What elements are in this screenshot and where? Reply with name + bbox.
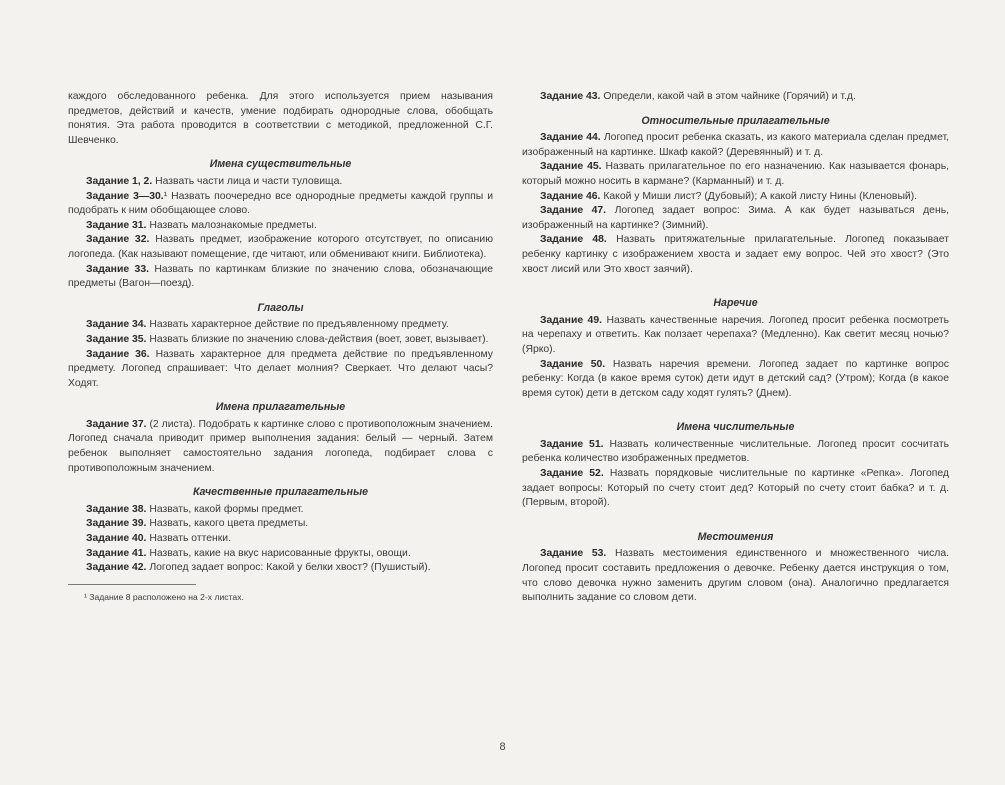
task-label: Задание 47. bbox=[540, 205, 607, 217]
heading-qualitative-adjectives: Качественные прилагательные bbox=[192, 486, 369, 499]
heading-adjectives: Имена прилагательные bbox=[215, 401, 346, 414]
footnote-divider bbox=[68, 584, 196, 585]
task-paragraph bbox=[522, 438, 949, 467]
task-label: Задание 1, 2. bbox=[86, 175, 153, 187]
tasks-numerals bbox=[522, 438, 949, 511]
task-text: Какой у Миши лист? (Дубовый); А какой листу Нины (Кленовый). bbox=[600, 190, 918, 202]
task-text: Назвать качественные наречия. Логопед просит ребенка посмотреть на черепаху и ответить. Как ползает черепаха? (Медленно). Как светит месяц ночью? (Ярко). bbox=[522, 314, 949, 355]
task-label: Задание 33. bbox=[86, 263, 149, 275]
task-label: Задание 38. bbox=[86, 503, 147, 515]
task-text: Логопед просит ребенка сказать, из какого материала сделан предмет, изображенный на картинке. Шкаф какой? (Деревянный) и т. д. bbox=[522, 132, 950, 158]
tasks-adjectives bbox=[68, 418, 493, 476]
task-paragraph bbox=[68, 190, 493, 219]
task-text: Назвать, какого цвета предметы. bbox=[146, 518, 309, 530]
right-column bbox=[522, 90, 949, 606]
task-label: Задание 3—30. bbox=[86, 190, 164, 202]
task-paragraph bbox=[522, 547, 949, 605]
task-paragraph bbox=[522, 204, 949, 233]
task-label: Задание 52. bbox=[540, 468, 604, 480]
task-paragraph bbox=[68, 547, 493, 562]
heading-numerals: Имена числительные bbox=[676, 421, 795, 434]
task-label: Задание 50. bbox=[540, 358, 606, 370]
task-text: Назвать наречия времени. Логопед задает по картинке вопрос ребенку: Когда (в какое время суток) дети идут в детский сад? (Утром); Когда (в какое время суток) дети в детском саду ходят гулять? (Днем). bbox=[522, 358, 949, 399]
task-label: Задание 44. bbox=[540, 132, 601, 144]
task-text: Назвать количественные числительные. Логопед просит сосчитать ребенка количество изображенных предметов. bbox=[522, 438, 950, 465]
task-label: Задание 40. bbox=[86, 533, 147, 545]
task-text: Назвать, какой формы предмет. bbox=[146, 503, 304, 515]
heading-adverbs: Наречие bbox=[713, 297, 758, 310]
task-text: Логопед задает вопрос: Зима. А как будет называться день, изображенный на картинке? (Зимний). bbox=[522, 205, 949, 231]
task-text: Назвать оттенки. bbox=[146, 533, 231, 545]
spacer bbox=[522, 277, 949, 287]
task-text: Назвать прилагательное по его назначению. Как называется фонарь, который можно носить в кармане? (Карманный) и т. д. bbox=[522, 161, 949, 187]
task-label: Задание 43. bbox=[540, 91, 601, 102]
task-paragraph bbox=[522, 160, 949, 189]
task-label: Задание 45. bbox=[540, 161, 602, 173]
task-text: Назвать части лица и части туловища. bbox=[152, 175, 343, 187]
task-text: Назвать характерное для предмета действие по предъявленному предмету. Логопед спрашивает: Что делает молния? Сверкает. Что делают часы? Ходят. bbox=[68, 348, 493, 389]
task-paragraph bbox=[68, 263, 493, 292]
task-paragraph bbox=[522, 358, 949, 402]
spacer bbox=[522, 511, 949, 521]
task-label: Задание 32. bbox=[86, 234, 150, 246]
task-label: Задание 34. bbox=[86, 319, 147, 331]
task-paragraph bbox=[522, 90, 949, 105]
task-paragraph bbox=[68, 503, 493, 518]
task-text: (2 листа). Подобрать к картинке слово с противоположным значением. Логопед сначала приводит пример выполнения задания: белый — черный. Затем ребенок выполняет самостоятельно задания логопеда, подбирает слова с противоположным значением. bbox=[68, 418, 494, 474]
task-text: Назвать близкие по значению слова-действия (воет, зовет, вызывает). bbox=[146, 333, 489, 345]
task-label: Задание 48. bbox=[540, 234, 607, 246]
task-text: Назвать характерное действие по предъявленному предмету. bbox=[146, 319, 449, 331]
task-text: Определи, какой чай в этом чайнике (Горячий) и т.д. bbox=[600, 91, 856, 102]
task-label: Задание 46. bbox=[540, 190, 601, 202]
task-text: Назвать предмет, изображение которого отсутствует, по описанию логопеда. (Как называют помещение, где читают, или обменивают книги. Библиотека). bbox=[68, 234, 493, 260]
tasks-pronouns bbox=[522, 547, 949, 605]
task-text: Назвать притяжательные прилагательные. Логопед показывает ребенку картинку с изображением хвоста и задает ему вопрос. Чей это хвост? (Это хвост лисий или Это хвост заячий). bbox=[522, 234, 949, 275]
task-paragraph bbox=[68, 532, 493, 547]
task-paragraph bbox=[522, 190, 949, 205]
left-column bbox=[68, 90, 493, 603]
heading-verbs: Глаголы bbox=[257, 301, 304, 314]
task-label: Задание 49. bbox=[540, 314, 603, 326]
task-label: Задание 41. bbox=[86, 547, 147, 559]
task-text: Назвать местоимения единственного и множественного числа. Логопед просит составить предложения о девочке. Ребенку дается инструкция о том, что слово девочка нужно заменить другим словом (она). Аналогично предлагается выполнить задание со словом дети. bbox=[522, 548, 949, 604]
task-label: Задание 39. bbox=[86, 518, 147, 530]
task-label: Задание 53. bbox=[540, 548, 607, 560]
task-text: Назвать, какие на вкус нарисованные фрукты, овощи. bbox=[146, 547, 411, 559]
task-label: Задание 35. bbox=[86, 333, 147, 345]
task-text: ¹ Назвать поочередно все однородные предметы каждой группы и подобрать к ним обобщающее слово. bbox=[68, 190, 493, 217]
task-label: Задание 31. bbox=[86, 219, 147, 231]
task-label: Задание 36. bbox=[86, 348, 150, 360]
task-paragraph bbox=[522, 314, 949, 358]
tasks-relative bbox=[522, 131, 949, 277]
page-number: 8 bbox=[499, 741, 506, 753]
task-label: Задание 51. bbox=[540, 438, 604, 450]
task-paragraph bbox=[68, 333, 493, 348]
task-text: Логопед задает вопрос: Какой у белки хвост? (Пушистый). bbox=[146, 562, 431, 574]
task-paragraph bbox=[68, 175, 493, 190]
task-label: Задание 37. bbox=[86, 418, 147, 430]
intro-paragraph: каждого обследованного ребенка. Для этого используется прием называния предметов, действий и качеств, умение подбирать однородные слова, обобщать понятия. Эта работа проводится в соответствии с методикой, предложенной С.Г. Шевченко. bbox=[68, 91, 493, 146]
heading-nouns: Имена существительные bbox=[209, 158, 352, 171]
tasks-nouns bbox=[68, 175, 493, 292]
task-paragraph bbox=[522, 233, 949, 277]
tasks-verbs bbox=[68, 318, 493, 391]
task-text: Назвать по картинкам близкие по значению слова, обозначающие предметы (Вагон—поезд). bbox=[68, 263, 494, 290]
spacer bbox=[522, 401, 949, 411]
task-paragraph bbox=[68, 318, 493, 333]
task-paragraph bbox=[522, 467, 949, 511]
tasks-top bbox=[522, 90, 949, 105]
heading-pronouns: Местоимения bbox=[697, 530, 774, 543]
task-paragraph bbox=[68, 418, 493, 476]
task-text: Назвать порядковые числительные по картинке «Репка». Логопед задает вопросы: Который по счету стоит дед? Который по счету стоит бабка? и т. д. (Первым, второй). bbox=[522, 468, 949, 509]
task-label: Задание 42. bbox=[86, 562, 147, 574]
task-paragraph bbox=[68, 219, 493, 234]
task-paragraph bbox=[68, 517, 493, 532]
task-paragraph bbox=[68, 348, 493, 392]
task-text: Назвать малознакомые предметы. bbox=[146, 219, 317, 231]
task-paragraph bbox=[68, 233, 493, 262]
task-paragraph bbox=[68, 561, 493, 576]
tasks-qualitative bbox=[68, 503, 493, 576]
heading-relative-adjectives: Относительные прилагательные bbox=[641, 114, 830, 127]
task-paragraph bbox=[522, 131, 949, 160]
tasks-adverbs bbox=[522, 314, 949, 402]
footnote: ¹ Задание 8 расположено на 2-х листах. bbox=[84, 591, 244, 602]
